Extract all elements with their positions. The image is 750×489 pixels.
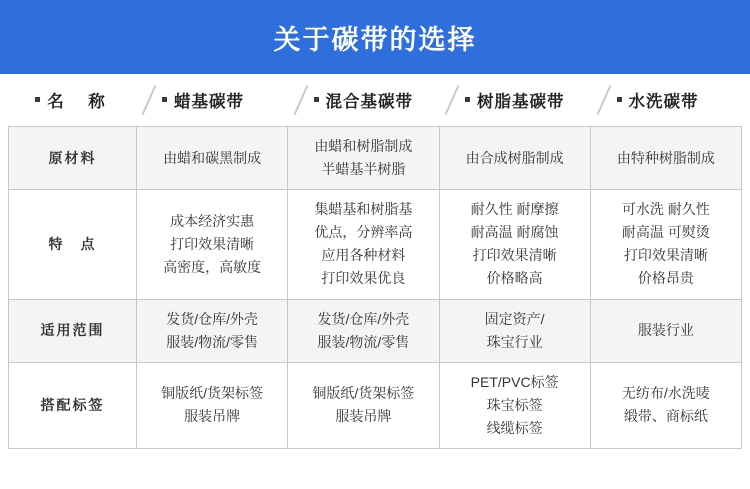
spec-table xyxy=(8,126,742,449)
table-cell xyxy=(137,299,288,362)
table-row xyxy=(9,299,742,362)
table-cell xyxy=(439,362,590,448)
cell-line: 打印效果清晰 xyxy=(170,235,255,252)
table-cell xyxy=(288,362,439,448)
table-cell xyxy=(590,362,741,448)
cell-line: 高密度，高敏度 xyxy=(163,258,262,275)
table-cell xyxy=(137,190,288,299)
slash-divider-icon xyxy=(288,74,314,126)
square-bullet-icon xyxy=(617,97,622,102)
cell-line: 发货/仓库/外壳 xyxy=(317,310,410,327)
cell-line: 耐高温 可熨烫 xyxy=(621,224,710,241)
table-cell xyxy=(288,190,439,299)
cell-line: 由特种树脂制成 xyxy=(616,149,715,166)
cell-line: 服装行业 xyxy=(637,322,694,339)
table-column-header-row xyxy=(0,74,750,126)
slash-divider-icon xyxy=(439,74,465,126)
cell-line: 优点，分辨率高 xyxy=(314,224,413,241)
table-corner-label: 名 称 xyxy=(8,74,136,126)
square-bullet-icon xyxy=(465,97,470,102)
slash-divider-icon xyxy=(136,74,162,126)
table-cell xyxy=(439,190,590,299)
cell-line: 珠宝标签 xyxy=(486,396,543,413)
table-cell xyxy=(288,299,439,362)
table-row xyxy=(9,190,742,299)
cell-line: 服装吊牌 xyxy=(184,408,241,425)
slash-divider-icon xyxy=(591,74,617,126)
table-cell xyxy=(137,127,288,190)
cell-line: 无纺布/水洗唛 xyxy=(621,385,710,402)
table-cell xyxy=(590,190,741,299)
table-cell xyxy=(590,299,741,362)
cell-line: 价格略高 xyxy=(486,270,543,287)
cell-line: 价格昂贵 xyxy=(637,270,694,287)
cell-line: 可水洗 耐久性 xyxy=(621,201,710,218)
cell-line: 耐久性 耐摩擦 xyxy=(470,201,559,218)
column-header-washable: 水洗碳带 xyxy=(617,74,743,126)
table-cell xyxy=(439,127,590,190)
cell-line: PET/PVC标签 xyxy=(470,373,559,390)
cell-line: 发货/仓库/外壳 xyxy=(166,310,259,327)
table-row xyxy=(9,362,742,448)
cell-line: 打印效果清晰 xyxy=(472,247,557,264)
cell-line: 珠宝行业 xyxy=(486,333,543,350)
cell-line: 缎带、商标纸 xyxy=(623,408,708,425)
cell-line: 服装吊牌 xyxy=(335,408,392,425)
table-cell xyxy=(590,127,741,190)
cell-line: 由蜡和碳黑制成 xyxy=(163,149,262,166)
column-header-wax-resin: 混合基碳带 xyxy=(314,74,440,126)
cell-line: 固定资产/ xyxy=(484,310,545,327)
table-cell xyxy=(288,127,439,190)
cell-line: 成本经济实惠 xyxy=(170,212,255,229)
table-cell xyxy=(439,299,590,362)
page-title: 关于碳带的选择 xyxy=(273,24,477,55)
table-row xyxy=(9,127,742,190)
table-cell xyxy=(137,362,288,448)
cell-line: 半蜡基半树脂 xyxy=(321,161,406,178)
square-bullet-icon xyxy=(162,97,167,102)
row-header: 适用范围 xyxy=(9,299,137,362)
cell-line: 应用各种材料 xyxy=(321,247,406,264)
cell-line: 服装/物流/零售 xyxy=(166,333,259,350)
cell-line: 打印效果优良 xyxy=(321,270,406,287)
column-header-wax: 蜡基碳带 xyxy=(162,74,288,126)
row-header: 特 点 xyxy=(9,190,137,299)
square-bullet-icon xyxy=(35,97,40,102)
row-header: 原材料 xyxy=(9,127,137,190)
cell-line: 铜版纸/货架标签 xyxy=(312,385,415,402)
square-bullet-icon xyxy=(314,97,319,102)
cell-line: 线缆标签 xyxy=(486,419,543,436)
cell-line: 服装/物流/零售 xyxy=(317,333,410,350)
page-banner xyxy=(0,0,750,74)
column-header-resin: 树脂基碳带 xyxy=(465,74,591,126)
cell-line: 集蜡基和树脂基 xyxy=(314,201,413,218)
cell-line: 铜版纸/货架标签 xyxy=(161,385,264,402)
cell-line: 耐高温 耐腐蚀 xyxy=(470,224,559,241)
cell-line: 由合成树脂制成 xyxy=(465,149,564,166)
cell-line: 打印效果清晰 xyxy=(623,247,708,264)
cell-line: 由蜡和树脂制成 xyxy=(314,138,413,154)
row-header: 搭配标签 xyxy=(9,362,137,448)
